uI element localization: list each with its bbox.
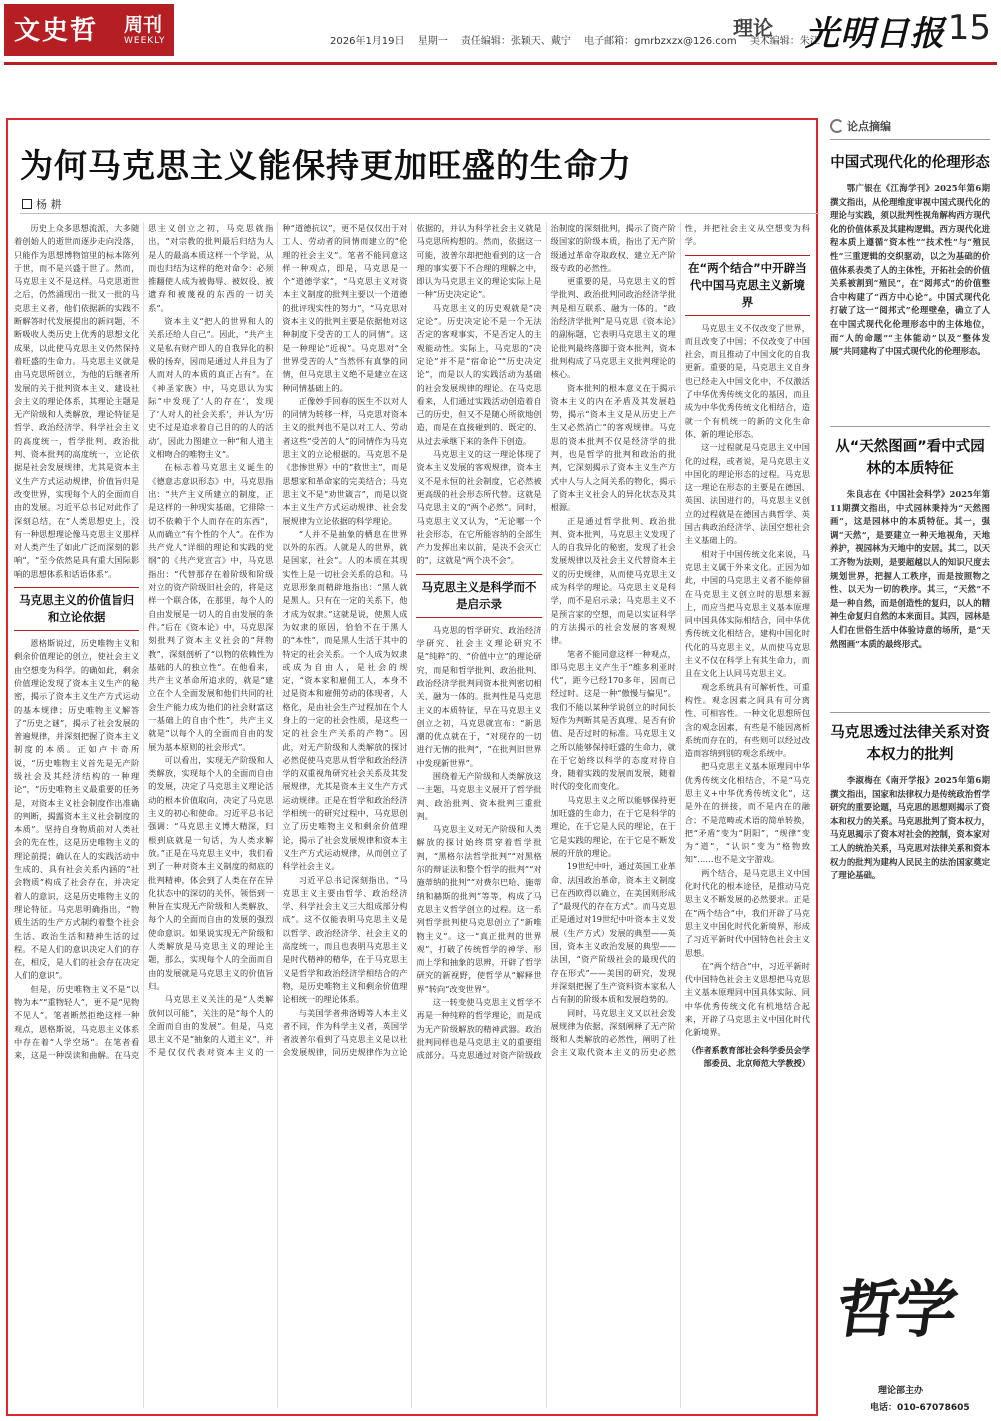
paragraph: 与美国学者弗洛姆等人本主义者不同，作为科学主义者，英国学者波普尔看到了马克思主义是以社会发展规律，同历史规律作为立论依据的，并认为科学社会主义就是马克思所构想的。然而，依据这一可能，波普尔却把他看到的这一合理的事实要下不合理的理解之中，即认为马克思主义的理论实际上是一种“历史决定论”。	[282, 223, 542, 1058]
author-name: 杨 耕	[36, 198, 62, 211]
sidebar-rule	[830, 139, 990, 140]
paragraph: 历史上众多思想流派，大多随着创始人的逝世而逐步走向没落，只能作为思想博物馆里的标本陈列于世，而不是兴盛于世了。然而，马克思主义不是这样。马克思逝世之后，仍然涌现出一批又一批的马克思主义者，他们依据新的实践不断解答时代发展提出的新问题，不断吸收人类历史上优秀的思想文化成果，以此使马克思主义仍然保持着旺盛的生命力。马克思主义就是由马克思所创立，为他的后继者所发展的关于批判资本主义、建设社会主义的理论体系，其理论主题是无产阶级和人类解放，理论特征是哲学、政治经济学、科学社会主义的高度统一，哲学批判、政治批判、资本批判的高度统一，立论依据是社会发展规律，尤其是资本主义生产方式运动规律，价值旨归是改变世界，实现每个人的全面而自由的发展。习近平总书记对此作了深刻总结，在“人类思想史上，没有一种思想理论像马克思主义那样对人类产生了如此广泛而深刻的影响”，“至今依然是具有重大国际影响的思想体系和话语体系”。	[14, 223, 140, 579]
paragraph: 可以看出，实现无产阶级和人类解放，实现每个人的全面而自由的发展，决定了马克思主义理论活动的根本价值取向，决定了马克思主义的初心和使命。习近平总书记强调：“马克思主义博大精深，归根到底就是一句话，为人类求解放。”正是在马克思主义中，我们看到了一种对资本主义制度的彻底的批判精神，体会到了人类在存在异化状态中的深切的关怀，领悟到一种旨在实现无产阶级和人类解放、每个人的全面而自由的发展的强烈使命意识。如果说实现无产阶级和人类解放是马克思主义的理论主题，那么，实现每个人的全面而自由的发展就是马克思主义的价值旨归。	[148, 754, 274, 991]
paragraph: 同时，马克思主义又以社会发展规律为依据，深刻阐释了无产阶级和人类解放的必然性，阐明了社会主义取代资本主义的历史必然性，并把社会主义从空想变为科学。	[550, 223, 810, 1058]
paragraph: 这一转变使马克思主义哲学不再是一种纯粹的哲学理论，而是成为无产阶级解放的精神武器。政治批判同样也是马克思主义的重要组成部分。马克思通过对资产阶级政治制度的深刻批判，揭示了资产阶级国家的阶级本质，指出了无产阶级通过革命夺取政权、建立无产阶级专政的必然性。	[416, 223, 676, 1061]
paragraph: 资本主义“把人的世界和人的关系还给人自己”。因此，“共产主义是私有财产即人的自我异化的积极的扬弃，因而是通过人并且为了人而对人的本质的真正占有”。在《神圣家族》中，马克思认为实际“中发现了‘人的存在’，发现了‘人对人的社会关系’，并认为‘历史不过是追求着自己目的的人的活动’，因此力图建立一种“和人道主义相吻合的唯物主义”。	[148, 316, 274, 460]
sidebar-article-title: 中国式现代化的伦理形态	[830, 155, 990, 171]
paragraph: 观念系统具有可解析性、可重构性。观念因素之间具有可分离性、可相容性。一种文化思想所包含的观念因素，有些是不能因离析系统而存在的，有些则可以经过改造而容纳到别的观念系统中。	[684, 681, 810, 759]
paragraph: “人并不是抽象的栖息在世界以外的东西。人就是人的世界，就是国家，社会”。人的本质在其现实性上是一切社会关系的总和。马克思形象而精辟地指出：“黑人就是黑人。只有在一定的关系下，他才成为奴隶。”这就是说，使黑人成为奴隶的原因，恰恰不在于黑人的“本性”，而是黑人生活于其中的特定的社会关系。一个人成为奴隶或成为自由人，是社会的规定，“资本家和雇佣工人，本身不过是资本和雇佣劳动的体现者，人格化，是由社会生产过程加在个人身上的一定的社会性质，是这些一定的社会生产关系的产物”。因此，对无产阶级和人类解放的探讨必然促使马克思从哲学和政治经济学的双重视角研究社会关系及其发展规律，尤其是资本主义生产方式运动规律。正是在哲学和政治经济学相统一的研究过程中，马克思创立了历史唯物主义和剩余价值理论，揭示了社会发展规律和资本主义生产方式运动规律，从而创立了科学社会主义。	[282, 528, 408, 872]
paragraph: 这一过程就是马克思主义中国化的过程，或者说，是马克思主义中国化的理论形态的过程。马克思这一理论在形态的主要是在德国、英国、法国进行的，马克思主义创立的过程就是在德国古典哲学、英国古典政治经济学、法国空想社会主义基础上的。	[684, 442, 810, 546]
paragraph: 两个结合，是马克思主义中国化时代化的根本途径，是推动马克思主义不断发展的必然要求。正是在“两个结合”中，我们开辟了马克思主义中国化时代化新境界，形成了习近平新时代中国特色社会主义思想。	[684, 867, 810, 958]
designer-credit: 美术编辑：朱江	[749, 36, 820, 47]
sidebar-article-title: 从“天然图画”看中式园林的本质特征	[835, 439, 985, 477]
article-byline	[22, 196, 62, 212]
paragraph: 更重要的是，马克思主义的哲学批判、政治批判同政治经济学批判是相互联系、融为一体的。“政治经济学批判”是马克思《资本论》的副标题，它表明马克思主义的理论批判最终落脚于资本批判，资本批判构成了马克思主义批判理论的核心。	[550, 276, 676, 380]
section-banner	[4, 4, 174, 56]
g-logo-icon	[830, 119, 844, 133]
paragraph: 马克思主义的这一理论体现了资本主义发展的客观规律，资本主义不是永恒的社会制度，它必然被更高级的社会形态所代替。这就是马克思主义的“两个必然”。同时，马克思主义又认为，“无论哪一个社会形态，在它所能容纳的全部生产力发挥出来以前，是决不会灭亡的”，这就是“两个决不会”。	[416, 449, 542, 566]
email-credit: 电子邮箱：gmrbzxzx@126.com	[584, 36, 737, 47]
paragraph: 马克思的哲学研究、政治经济学研究、社会主义理论研究不是“纯粹”的、“价值中立”的理论研究，而是和哲学批判、政治批判、政治经济学批判同资本批判密切相关、融为一体的。批判性是马克思主义的本质特征，早在马克思主义创立之初，马克思就宣布：“新思潮的优点就在于，“对现存的一切进行无情的批判”，“在批判旧世界中发现新世界”。	[416, 624, 542, 768]
paragraph: 马克思主义对无产阶级和人类解放的探讨始终贯穿着哲学批判，“黑格尔法哲学批判”“对黑格尔的辩证法和整个哲学的批判”“对施蒂纳的批判”“对费尔巴哈、施蒂纳和赫斯的批判”等等，构成了马克思主义哲学创立的过程。这一系列哲学批判使马克思创立了“新唯物主义”。这一“真正批判的世界观”，打破了传统哲学的神学、形而上学和抽象的思辨，开辟了哲学研究的新视野，使哲学从“解释世界”转向“改变世界”。	[416, 824, 542, 994]
paragraph: 资本批判的根本意义在于揭示资本主义的内在矛盾及其发展趋势，揭示“资本主义是从历史上产生又必然消亡”的客观规律。马克思的资本批判不仅是经济学的批判，也是哲学的批判和政治的批判，它深刻揭示了资本主义生产方式中人与人之间关系的物化，揭示了资本主义社会人的异化状态及其根源。	[550, 382, 676, 513]
paragraph: 相对于中国传统文化来说，马克思主义属于外来文化。正因为如此，中国的马克思主义者不能停留在马克思主义创立时的思想来源上，而应当把马克思主义基本原理同中国具体实际相结合，同中华优秀传统文化相结合，建构中国化时代化的马克思主义，从而使马克思主义不仅在科学上有其生命力，而且在文化上认同马克思主义。	[684, 548, 810, 679]
paragraph: 马克思主义不仅改变了世界，而且改变了中国；不仅改变了中国社会，而且推动了中国文化的自我更新。重要的是，马克思主义自身也已经走入中国文化中，不仅激活了中华优秀传统文化的基因，而且成为中华优秀传统文化相结合，造就一个有机统一的新的文化生命体、新的理论形态。	[684, 322, 810, 439]
paragraph: 正像妙手回春的医生不以对人的同情为转移一样，马克思对资本主义的批判也不是以对工人、劳动者这些“受苦的人”的同情作为马克思主义的立论根据的。马克思不是《悲惨世界》中的“救世主”，而是思想家和革命家的完美结合；马克思主义不是“劝世箴言”，而是以资本主义生产方式运动规律、社会发展规律为立论依据的科学理论。	[282, 395, 408, 526]
sponsor-dept: 理论部主办	[878, 1386, 924, 1396]
paragraph: 在标志着马克思主义诞生的《德意志意识形态》中，马克思指出：“共产主义所建立的制度，正是这样的一种现实基础，它排除一切不依赖于个人而存在的东西”，从而确立“有个性的个人”。在作为共产党人“详细的理论和实践的党纲”的《共产党宣言》中，马克思指出：“代替那存在着阶级和阶级对立的资产阶级旧社会的，将是这样一个联合体，在那里，每个人的自由发展是一切人的自由发展的条件。”后在《资本论》中，马克思深刻批判了资本主义社会的“拜物教”，深刻剖析了“以物的依赖性为基础的人的独立性”。在他看来，共产主义革命所追求的，就是“建立在个人全面发展和他们共同的社会生产能力成为他们的社会财富这一基础上的自由个性”，共产主义就是“以每个人的全面而自由的发展为基本原则的社会形式”。	[148, 462, 274, 752]
sidebar-article-text: 鄂广银在《江海学刊》2025年第6期撰文指出，从伦理维度审视中国式现代化的理论与实践，须以批判性视角解构西方现代化的价值体系及其建构逻辑。西方现代化进程本质上遵循“资本性”“技术性”与“殖民性”三重逻辑的交织驱动，以之为基础的价值体系表类了人的主体性，开拓社会的价值关系被割到“殖民”，在“阅邦式”的价值整合中构建了“西方中心论”。中国式现代化打破了这一“阅邦式”伦理壁垒，确立了人在中国式现代化伦理形态中的主体地位，而“人的命题”“主体能动”以及“整体发展”共同建构了中国式现代化的伦理形态。	[830, 183, 990, 357]
paragraph: 马克思主义关注的是“人类解放何以可能”，关注的是“每个人的全面而自由的发展”。但是，马克思主义不是“抽象的人道主义”，并不是仅仅代表对资本主义的一种“道德抗议”，更不是仅仅出于对工人、劳动者的同情而建立的“伦理的社会主义”。笔者不能同意这样一种观点，即是，马克思是一个“道德学家”，“马克思主义对资本主义制度的批判主要以一个道德的批评现实性的努力”，“马克思对资本主义的批判主要是依据他对这种制度下受苦的工人的同情”。这是一种理论“近视”。马克思对“全世界受苦的人”当然怀有真挚的同情，但马克思主义绝不是建立在这种同情基础上的。	[148, 223, 408, 1058]
paragraph: 正是通过哲学批判、政治批判、资本批判，马克思主义发现了人的自我异化的秘密，发现了社会发展规律以及社会主义代替资本主义的历史规律，从而使马克思主义成为科学的理论。马克思主义是科学，而不是启示录；马克思主义不是预言家的空想，而是以实证科学的方法揭示的社会发展的客观规律。	[550, 515, 676, 646]
paragraph: 但是，历史唯物主义不是“以物为本”“重物轻人”，更不是“见物不见人”。笔者断然拒绝这样一种观点，恩格斯说，马克思主义体系中存在着“人学空场”。在笔者看来，这是一种误读和曲解。在马克思主义创立之初，马克思就指出，“对宗教的批判最后归结为人是人的最高本质这样一个学说，从而也归结为这样的绝对命令：必须推翻使人成为被侮辱、被奴役、被遗弃和被蔑视的东西的一切关系”。	[14, 223, 274, 1061]
byline-box-icon	[22, 199, 32, 209]
section-name-cn: 文史哲	[14, 16, 99, 46]
section-sub: 周刊	[124, 14, 163, 36]
issue-weekday: 星期一	[417, 36, 448, 47]
issue-date: 2026年1月19日	[330, 36, 405, 47]
section-heading: 马克思主义是科学而不是启示录	[416, 574, 541, 618]
byline-rule	[20, 213, 819, 214]
page-section: 理论	[733, 16, 773, 40]
paragraph: 19世纪中叶，通过英国工业革命、法国政治革命，资本主义制度已在西欧得以确立，在美国则形成了“最现代的存在方式”。而马克思正是通过对19世纪中叶资本主义发展（生产方式）发展的典型——英国，资本主义政治发展的典型——法国，“资产阶级社会的最现代的存在形式”——美国的研究，发现并深刻把握了生产资料资本家私人占有制的阶级本质和发展趋势的。	[550, 861, 676, 1005]
paragraph: 围绕着无产阶级和人类解放这一主题，马克思主义展开了哲学批判、政治批判、资本批判三重批判。	[416, 770, 542, 821]
contact-phone: 电话：010-67078605	[870, 1403, 970, 1413]
sidebar-article	[830, 722, 990, 883]
editor-credit: 责任编辑：张颖天、戴宁	[460, 36, 571, 47]
page-header	[0, 0, 1001, 76]
author-note: （作者系教育部社会科学委员会学部委员、北京师范大学教授）	[687, 1044, 810, 1068]
philosophy-calligraphy: 哲学	[832, 1273, 959, 1346]
paragraph: 把马克思主义基本原理同中华优秀传统文化相结合，不是“马克思主义+中华优秀传统文化”，这是外在的拼接，而不是内在的融合；不是范畴或术语的简单转换，把“矛盾”变为“阴阳”，“规律”变为“道”，“认识”变为“格物致知”……也不是文字游戏。	[684, 761, 810, 865]
sidebar-article-text: 朱良志在《中国社会科学》2025年第11期撰文指出，中式园林秉持为“天然图画”，这是园林中的本质特征。其一，强调“天然”，是要建立一种天地视角，天地养护，视园林为天地中的安居。其二，以天工齐物为法则，是要超越以人的知识尺度去规划世界，把握人工秩序，而是按照物之性、以天为一切的秩序。其三，“天然”不是一种自然，而是创造性的复归，以人的精神生命复归自然的本来面目。其四，园林是人们在世俗生活中体验诗意的场所，是“天然图画”本质的最终形式。	[830, 489, 990, 649]
section-en: WEEKLY	[124, 36, 166, 46]
newspaper-logo: 光明日报	[805, 14, 945, 54]
paragraph: 马克思主义之所以能够保持更加旺盛的生命力，在于它是科学的理论，在于它是人民的理论，在于它是实践的理论，在于它是不断发展的开放的理论。	[550, 794, 676, 858]
sidebar-article	[830, 152, 990, 359]
paragraph: 习近平总书记深刻指出，“马克思主义主要由哲学、政治经济学、科学社会主义三大组成部分构成”。这不仅能表明马克思主义是以哲学、政治经济学、社会主义的高度统一，而且也表明马克思主义是时代精神的精华，在于马克思主义是哲学和政治经济学相结合的产物，是历史唯物主义和剩余价值理论相统一的理论体系。	[282, 874, 408, 1005]
paragraph: 在“两个结合”中，习近平新时代中国特色社会主义思想把马克思主义基本原理同中国具体实际、同中华优秀传统文化有机地结合起来，开辟了马克思主义中国化时代化新境界。	[684, 960, 810, 1038]
sidebar-tag-label: 论点摘编	[847, 120, 891, 133]
section-heading: 马克思主义的价值旨归和立论依据	[14, 587, 139, 631]
sidebar-article	[830, 436, 990, 651]
sidebar-article-text: 李淑梅在《南开学报》2025年第6期撰文指出，国家和法律权力是传统政治哲学研究的重要论题，马克思的思想则揭示了资本和权力的关系。马克思批判了资本权力，马克思揭示了资本对社会的控制，资本家对工人的统治关系，马克思对法律关系和资本权力的批判为建构人民民主的法治国家奠定了理论基础。	[830, 775, 990, 881]
article-body	[14, 222, 810, 1408]
header-rule	[4, 62, 997, 65]
sidebar-divider	[830, 426, 990, 427]
page-number: 15	[947, 8, 991, 48]
paragraph: 恩格斯说过，历史唯物主义和剩余价值理论的创立，使社会主义由空想变为科学。的确如此，剩余价值理论发现了资本主义生产的秘密，揭示了资本主义生产方式运动的基本规律；历史唯物主义解答了“历史之谜”，揭示了社会发展的普遍规律，并深刻把握了资本主义制度的本质。正如卢卡奇所说，“历史唯物主义首先是无产阶级社会及其经济结构的一种理论”，“历史唯物主义最重要的任务是，对资本主义社会制度作出准确的判断，揭露资本主义社会制度的本质”。坚持自身物质前对人类社会的先在性，这是历史唯物主义的理论前提；确认在人的实践活动中生成的、具有社会关系内涵的“社会物质”构成了社会存在，并决定着人的意识，这是历史唯物主义的理论特征。马克思明确指出，“物质生活的生产方式制约着整个社会生活、政治生活和精神生活的过程。不是人们的意识决定人们的存在，相反，是人们的社会存在决定人们的意识”。	[14, 638, 140, 981]
sidebar-divider	[830, 712, 990, 713]
sidebar-article-title: 马克思透过法律关系对资本权力的批判	[830, 725, 990, 763]
article-title: 为何马克思主义能保持更加旺盛的生命力	[20, 146, 632, 185]
sidebar-tag	[830, 118, 891, 134]
paragraph: 马克思主义的历史观就是“决定论”。历史决定论不是一个无法否定的客观事实，不是否定人的主观能动性。实际上，马克思的“决定论”并不是“宿命论”“历史决定论”，而是以人的实践活动为基础的社会发展规律的理论。在马克思看来，人们通过实践活动创造着自己的历史，但又不是随心所欲地创造，而是在直接碰到的、既定的、从过去承继下来的条件下创造。	[416, 302, 542, 446]
paragraph: 笔者不能同意这样一种观点，即马克思主义产生于“维多利亚时代”，距今已经170多年，因而已经过时。这是一种“傲慢与偏见”。我们不能以某种学说创立的时间长短作为判断其是否真理、是否有价值、是否过时的标准。马克思主义之所以能够保持旺盛的生命力，就在于它始终以科学的态度对待自身，随着实践的发展而发展，随着时代的变化而变化。	[550, 648, 676, 792]
section-heading: 在“两个结合”中开辟当代中国马克思主义新境界	[685, 255, 810, 316]
